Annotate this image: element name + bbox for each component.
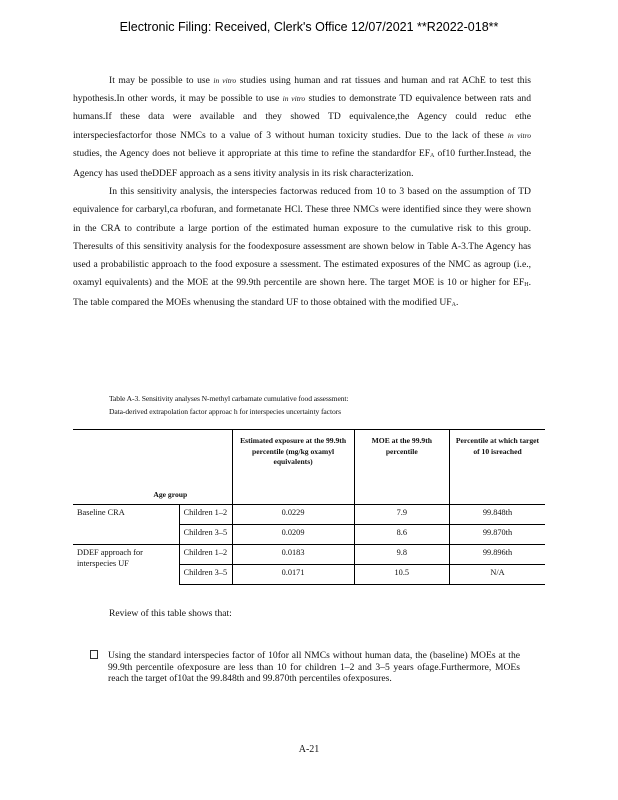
table-header-row bbox=[73, 430, 545, 505]
p2-subscript-a: A bbox=[451, 302, 456, 309]
row-group-label: DDEF approach for interspecies UF bbox=[73, 545, 179, 585]
row-group-label: Baseline CRA bbox=[73, 505, 179, 545]
percentile-cell: 99.848th bbox=[450, 505, 545, 525]
moe-cell: 8.6 bbox=[354, 525, 449, 545]
age-cell: Children 1–2 bbox=[179, 505, 232, 525]
header-age-group bbox=[73, 430, 232, 505]
p2-text-3: . bbox=[455, 297, 459, 309]
table-row bbox=[73, 545, 545, 565]
review-intro: Review of this table shows that: bbox=[109, 608, 232, 619]
header-moe bbox=[354, 430, 449, 505]
bullet-list bbox=[90, 650, 520, 685]
age-cell: Children 1–2 bbox=[179, 545, 232, 565]
table-caption bbox=[109, 392, 504, 418]
body-text bbox=[73, 72, 531, 315]
percentile-cell: 99.896th bbox=[450, 545, 545, 565]
exposure-cell: 0.0229 bbox=[232, 505, 354, 525]
p1-text-1: It may be possible to use bbox=[109, 75, 214, 86]
age-cell: Children 3–5 bbox=[179, 525, 232, 545]
table-caption-line-1: Table A-3. Sensitivity analyses N-methyl carbamate cumulative food assessment: bbox=[109, 394, 349, 403]
sensitivity-table bbox=[73, 429, 545, 585]
p1-in-vitro-2: in vitro bbox=[282, 94, 306, 104]
age-cell: Children 3–5 bbox=[179, 565, 232, 585]
p1-text-2: studies using human and rat tissues and human and rat AChE to test this hypothesis.In other words, it may be possible to use bbox=[73, 75, 531, 105]
moe-cell: 9.8 bbox=[354, 545, 449, 565]
filing-header: Electronic Filing: Received, Clerk's Office 12/07/2021 **R2022-018** bbox=[119, 20, 499, 34]
p2-text-2: . The table compared the MOEs whenusing the standard UF to those obtained with the modified UF bbox=[73, 277, 531, 309]
bullet-box-icon bbox=[90, 650, 98, 659]
p2-text-1: In this sensitivity analysis, the interspecies factorwas reduced from 10 to 3 based on the assumption of TD equivalence for carbaryl,ca rbofuran, and formetanate HCl. These three NMCs were identified since they were shown in the CRA to contribute a large portion of the estimated human exposure to the cumulative risk to this group. Theresults of this sensitivity analysis for the foodexposure assessment are shown below in Table A-3.The Agency has used a probabilistic approach to the food exposure a ssessment. The estimated exposures of the NMC as agroup (i.e., oxamyl equivalents) and the MOE at the 99.9th percentile are shown here. The target MOE is 10 or higher for EF bbox=[73, 186, 531, 289]
p1-subscript-a: A bbox=[430, 152, 435, 159]
header-moe-label: MOE at the 99.9th percentile bbox=[371, 436, 432, 456]
p1-in-vitro-3: in vitro bbox=[507, 130, 531, 140]
percentile-cell: 99.870th bbox=[450, 525, 545, 545]
paragraph-2 bbox=[73, 183, 531, 314]
bullet-item: Using the standard interspecies factor of 10for all NMCs without human data, the (baseline) MOEs at the 99.9th percentile ofexposure are less than 10 for children 1–2 and 3–5 years ofage.Furthermore, MOEs reach the target of10at the 99.848th and 99.870th percentiles ofexposures. bbox=[108, 650, 520, 684]
moe-cell: 7.9 bbox=[354, 505, 449, 525]
header-percentile-label: Percentile at which target of 10 isreached bbox=[455, 436, 540, 456]
p2-subscript-h: H bbox=[524, 282, 529, 289]
exposure-cell: 0.0183 bbox=[232, 545, 354, 565]
table-caption-line-2: Data-derived extrapolation factor approac h for interspecies uncertainty factors bbox=[109, 407, 341, 416]
p1-text-3: studies to demonstrate TD equivalence between rats and humans.If these data were available and they showed TD equivalence,the Agency could reduc ethe interspeciesfactorfor those NMCs to a value of 3 without human toxicity studies. Due to the lack of these bbox=[73, 93, 531, 141]
moe-cell: 10.5 bbox=[354, 565, 449, 585]
exposure-cell: 0.0209 bbox=[232, 525, 354, 545]
header-exposure bbox=[232, 430, 354, 505]
table-row bbox=[73, 505, 545, 525]
header-age-group-label: Age group bbox=[153, 489, 188, 499]
p1-text-4: studies, the Agency does not believe it appropriate at this time to refine the standardfor EF bbox=[73, 147, 431, 159]
p1-in-vitro-1: in vitro bbox=[213, 76, 237, 85]
page-number: A-21 bbox=[298, 744, 320, 755]
paragraph-1 bbox=[73, 72, 531, 183]
header-exposure-label: Estimated exposure at the 99.9th percentile (mg/kg oxamyl equivalents) bbox=[240, 436, 347, 466]
exposure-cell: 0.0171 bbox=[232, 565, 354, 585]
percentile-cell: N/A bbox=[450, 565, 545, 585]
p1-text-5: of10 further.Instead, the Agency has used theDDEF approach as a sens itivity analysis in its risk characterization. bbox=[73, 147, 531, 180]
header-percentile bbox=[450, 430, 545, 505]
